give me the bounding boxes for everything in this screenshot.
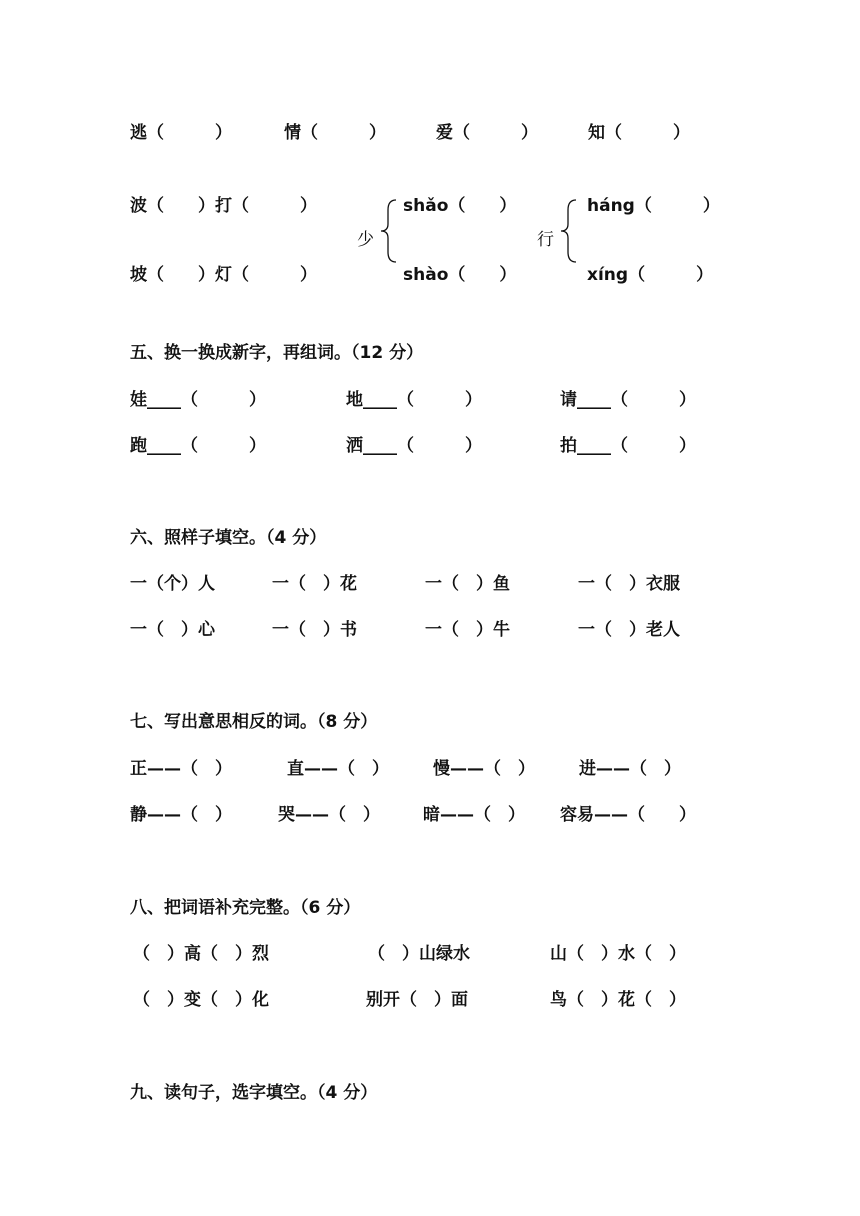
- s6-item: 一（ ）花: [272, 574, 357, 594]
- s4-item: 爱（ ）: [436, 123, 538, 143]
- s4-polyphone-char: 行: [537, 230, 554, 250]
- s4-item: 知（ ）: [588, 123, 690, 143]
- s6-item: 一（个）人: [130, 574, 215, 594]
- s4-item: 逃（ ）: [130, 123, 232, 143]
- s7-item: 慢——（ ）: [433, 759, 535, 779]
- s7-item: 进——（ ）: [579, 759, 681, 779]
- s7-item: 容易——（ ）: [560, 805, 696, 825]
- s8-item: （ ）山绿水: [368, 944, 470, 964]
- brace-icon: [558, 198, 580, 264]
- s4-polyphone-char: 少: [357, 230, 374, 250]
- s7-item: 静——（ ）: [130, 805, 232, 825]
- s7-item: 正——（ ）: [130, 759, 232, 779]
- s4-pinyin: háng（ ）: [587, 196, 720, 216]
- s5-item: 跑____（ ）: [130, 436, 266, 456]
- section-heading: 七、写出意思相反的词。（8 分）: [130, 712, 378, 732]
- s8-item: 山（ ）水（ ）: [550, 944, 686, 964]
- section-heading: 六、照样子填空。（4 分）: [130, 528, 327, 548]
- s4-pinyin: shǎo（ ）: [403, 196, 517, 216]
- section-heading: 八、把词语补充完整。（6 分）: [130, 898, 361, 918]
- section-heading: 九、读句子，选字填空。（4 分）: [130, 1083, 378, 1103]
- s5-item: 洒____（ ）: [346, 436, 482, 456]
- s5-item: 请____（ ）: [560, 390, 696, 410]
- s8-item: （ ）变（ ）化: [133, 990, 269, 1010]
- s6-item: 一（ ）老人: [578, 620, 680, 640]
- s6-item: 一（ ）衣服: [578, 574, 680, 594]
- s6-item: 一（ ）鱼: [425, 574, 510, 594]
- s7-item: 直——（ ）: [287, 759, 389, 779]
- s4-pinyin: shào（ ）: [403, 265, 517, 285]
- s6-item: 一（ ）书: [272, 620, 357, 640]
- section-heading: 五、换一换成新字，再组词。（12 分）: [130, 343, 424, 363]
- s7-item: 暗——（ ）: [423, 805, 525, 825]
- s6-item: 一（ ）牛: [425, 620, 510, 640]
- s4-item: 波（ ）打（ ）: [130, 196, 317, 216]
- s8-item: 鸟（ ）花（ ）: [550, 990, 686, 1010]
- s5-item: 地____（ ）: [346, 390, 482, 410]
- s6-item: 一（ ）心: [130, 620, 215, 640]
- brace-icon: [378, 198, 400, 264]
- s4-item: 坡（ ）灯（ ）: [130, 265, 317, 285]
- s4-pinyin: xíng（ ）: [587, 265, 714, 285]
- s4-item: 情（ ）: [284, 123, 386, 143]
- s7-item: 哭——（ ）: [278, 805, 380, 825]
- s5-item: 娃____（ ）: [130, 390, 266, 410]
- s8-item: （ ）高（ ）烈: [133, 944, 269, 964]
- s8-item: 别开（ ）面: [366, 990, 468, 1010]
- s5-item: 拍____（ ）: [560, 436, 696, 456]
